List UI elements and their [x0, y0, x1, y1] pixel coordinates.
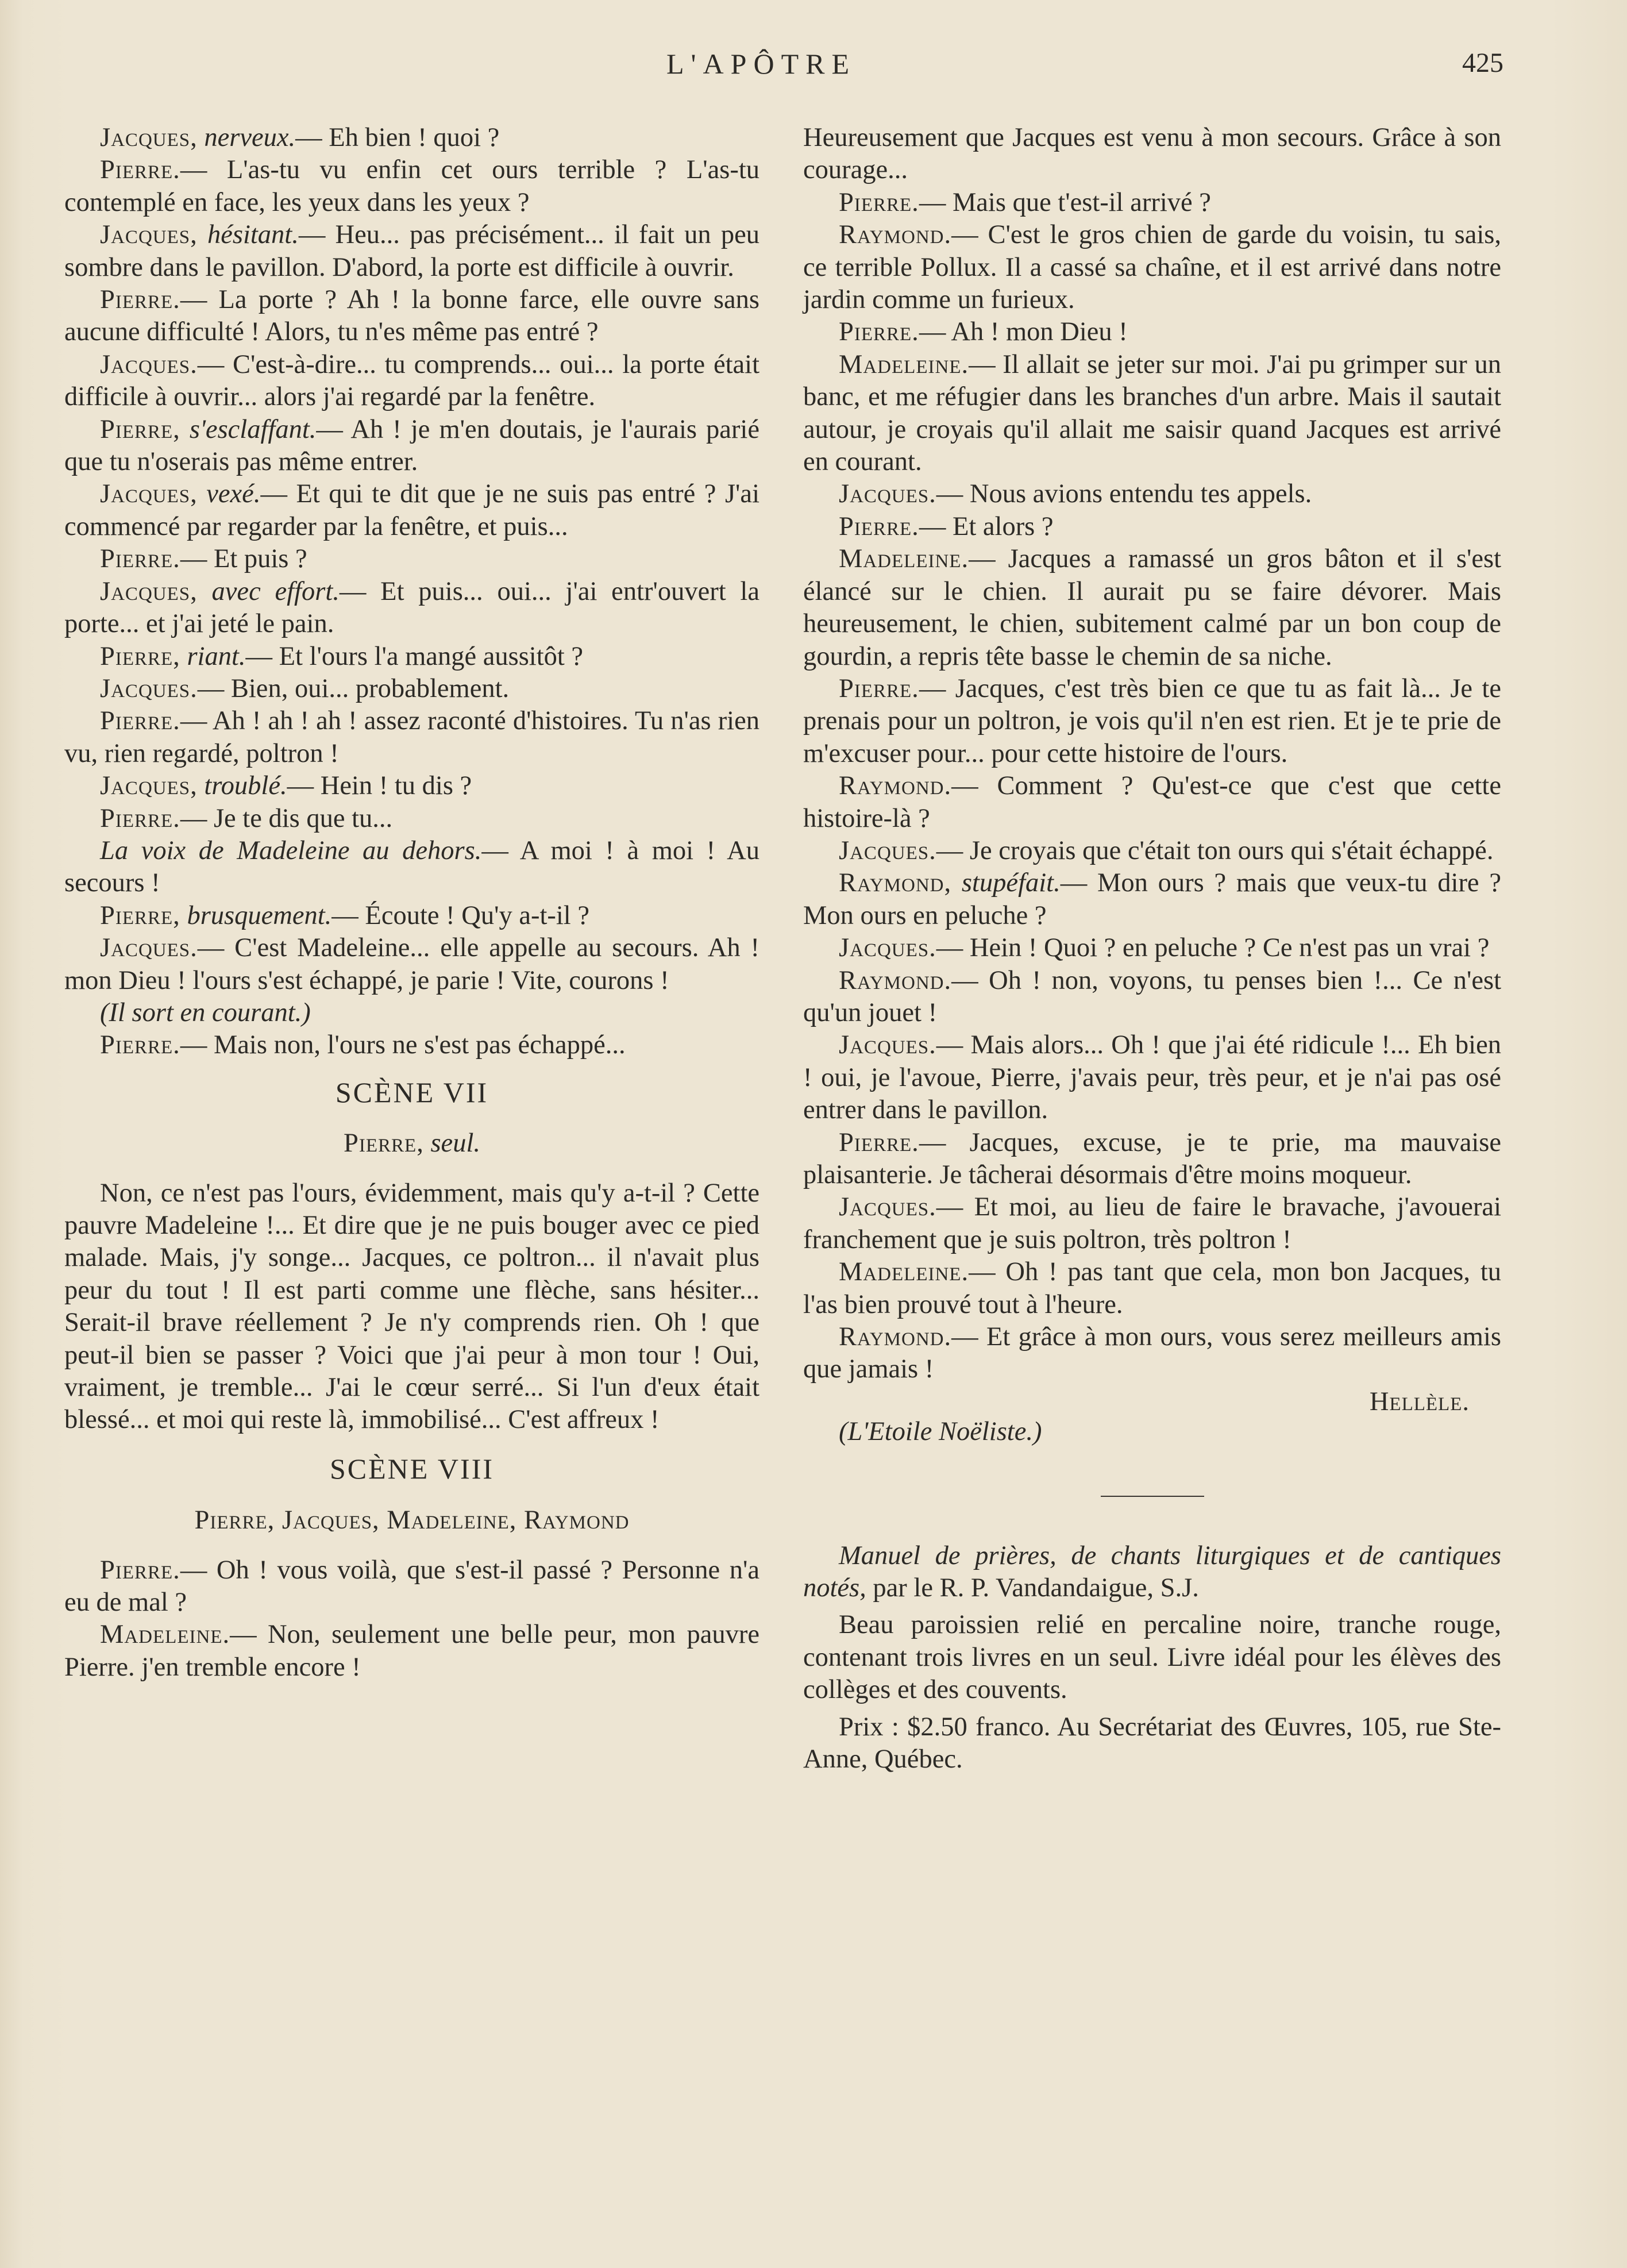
speech: — Ah ! ah ! ah ! assez raconté d'histoires. Tu n'as rien vu, rien regardé, poltron ! — [64, 706, 759, 768]
stage-direction: nerveux. — [204, 123, 296, 152]
speaker: Pierre. — [839, 673, 919, 703]
stage-direction: hésitant. — [207, 220, 299, 250]
speech: — Heu... pas précisément... il fait un peu sombre dans le pavillon. D'abord, la porte est difficile à ouvrir. — [64, 220, 759, 282]
speaker: Jacques. — [100, 349, 198, 379]
speaker: Pierre, — [100, 641, 180, 671]
dialogue-block-2 — [64, 900, 759, 997]
speech: — Je te dis que tu... — [180, 803, 393, 833]
speaker: Pierre. — [839, 1127, 919, 1157]
dialogue-line — [803, 867, 1501, 932]
stage-direction: La voix de Madeleine au dehors. — [100, 835, 482, 865]
speaker: Madeleine. — [839, 544, 969, 574]
book-title: Manuel de prières, de chants liturgiques et de cantiques notés, — [803, 1541, 1501, 1603]
speech: — Jacques a ramassé un gros bâton et il s'est élancé sur le chien. Il aurait pu se faire dévorer. Mais heureusement, le chien, subitement calmé par un bon coup de gourdin, a repris tête basse le chemin de sa niche. — [803, 544, 1501, 671]
dialogue-line — [803, 219, 1501, 316]
cast-direction: seul. — [430, 1129, 480, 1158]
dialogue-line — [64, 543, 759, 575]
speaker: Jacques. — [839, 1192, 936, 1222]
dialogue-line — [64, 770, 759, 802]
source-name: (L'Etoile Noëliste.) — [839, 1417, 1042, 1447]
speaker: Pierre. — [839, 511, 919, 541]
speech: — Et puis... oui... j'ai entr'ouvert la porte... et j'ai jeté le pain. — [64, 576, 759, 639]
running-head — [0, 47, 1627, 87]
stage-direction: s'esclaffant. — [189, 414, 317, 444]
dialogue-line — [803, 511, 1501, 543]
dialogue-line — [64, 1619, 759, 1684]
speech: — Non, seulement une belle peur, mon pauvre Pierre. j'en tremble encore ! — [64, 1620, 759, 1682]
dialogue-line — [64, 284, 759, 349]
dialogue-line — [803, 478, 1501, 510]
speech: — C'est Madeleine... elle appelle au secours. Ah ! mon Dieu ! l'ours s'est échappé, je parie ! Vite, courons ! — [64, 933, 759, 995]
speaker: Pierre. — [100, 1555, 180, 1585]
stage-direction: brusquement. — [187, 900, 332, 930]
dialogue-line — [64, 900, 759, 932]
speech: — Jacques, excuse, je te prie, ma mauvaise plaisanterie. Je tâcherai désormais d'être moins moqueur. — [803, 1127, 1501, 1189]
speaker: Jacques. — [100, 933, 198, 963]
speaker: Raymond. — [839, 220, 952, 250]
dialogue-line — [64, 705, 759, 770]
scene-viii-cast: Pierre, Jacques, Madeleine, Raymond — [194, 1505, 630, 1535]
page-number: 425 — [1462, 48, 1503, 78]
speaker: Jacques, — [100, 576, 198, 606]
stage-direction: troublé. — [204, 771, 287, 801]
dialogue-line — [64, 932, 759, 997]
scene-vii-title: SCÈNE VII — [335, 1076, 489, 1108]
speech: — Écoute ! Qu'y a-t-il ? — [331, 900, 589, 930]
dialogue-line — [803, 349, 1501, 479]
notice-heading — [803, 1540, 1501, 1605]
stage-direction: vexé. — [206, 479, 261, 509]
speaker: Madeleine. — [839, 1257, 969, 1287]
stage-direction: avec effort. — [211, 576, 340, 606]
speech: — Et moi, au lieu de faire le bravache, j'avouerai franchement que je suis poltron, très poltron ! — [803, 1192, 1501, 1254]
dialogue-line — [64, 1029, 759, 1061]
speaker: Madeleine. — [839, 349, 969, 379]
dialogue-line — [803, 316, 1501, 348]
dialogue-line — [64, 154, 759, 219]
speech: — Je croyais que c'était ton ours qui s'était échappé. — [936, 835, 1494, 865]
speech: — Hein ! tu dis ? — [287, 771, 472, 801]
speech: — Nous avions entendu tes appels. — [936, 479, 1312, 509]
scene-vii-cast — [64, 1127, 759, 1160]
speaker: Pierre. — [100, 285, 180, 315]
speaker: Raymond, — [839, 868, 952, 898]
dialogue-line — [803, 835, 1501, 867]
stage-direction: (Il sort en courant.) — [100, 998, 311, 1027]
speech: — C'est-à-dire... tu comprends... oui... la porte était difficile à ouvrir... alors j'ai regardé par la fenêtre. — [64, 349, 759, 412]
speaker: Raymond. — [839, 965, 952, 995]
notice-price: Prix : $2.50 franco. Au Secrétariat des Œuvres, 105, rue Ste-Anne, Québec. — [803, 1712, 1501, 1774]
speech: — La porte ? Ah ! la bonne farce, elle ouvre sans aucune difficulté ! Alors, tu n'es même pas entré ? — [64, 285, 759, 347]
dialogue-line — [803, 1256, 1501, 1321]
speech: — Bien, oui... probablement. — [197, 673, 510, 703]
speech: — Oh ! non, voyons, tu penses bien !... Ce n'est qu'un jouet ! — [803, 965, 1501, 1027]
pierre-monologue: Non, ce n'est pas l'ours, évidemment, mais qu'y a-t-il ? Cette pauvre Madeleine !... Et dire que je ne puis bouger avec ce pied malade. Mais, j'y songe... Jacques, ce poltron... il n'avait plus peur du tout ! Il est parti comme une flèche, sans hésiter... Serait-il brave réellement ? Je n'y comprends rien. Oh ! que peut-il bien se passer ? Voici que j'ai peur à mon tour ! Oui, vraiment, je tremble... J'ai le cœur serré... Si l'un d'eux était blessé... et moi qui reste là, immobilisé... C'est affreux ! — [64, 1178, 759, 1435]
dialogue-block-1 — [64, 122, 759, 835]
dialogue-line — [64, 1554, 759, 1619]
speaker: Pierre. — [100, 155, 180, 185]
speaker: Raymond. — [839, 771, 952, 801]
notice-description: Beau paroissien relié en percaline noire, tranche rouge, contenant trois livres en un seul. Livre idéal pour les élèves des collèges et des couvents. — [803, 1610, 1501, 1705]
dialogue-line — [803, 1191, 1501, 1256]
dialogue-line — [64, 576, 759, 641]
continuation-text: Heureusement que Jacques est venu à mon secours. Grâce à son courage... — [803, 123, 1501, 185]
speech: — Jacques, c'est très bien ce que tu as fait là... Je te prenais pour un poltron, je vois qu'il n'en est rien. Et je te prie de m'excuser pour... pour cette histoire de l'ours. — [803, 673, 1501, 768]
speech: — Ah ! je m'en doutais, je l'aurais parié que tu n'oserais pas même entrer. — [64, 414, 759, 477]
speaker: Pierre. — [100, 803, 180, 833]
dialogue-line — [803, 1029, 1501, 1126]
speech: — Oh ! vous voilà, que s'est-il passé ? Personne n'a eu de mal ? — [64, 1555, 759, 1618]
dialogue-line — [64, 673, 759, 705]
speaker: Jacques. — [100, 673, 198, 703]
speech: — Et qui te dit que je ne suis pas entré ? J'ai commencé par regarder par la fenêtre, et puis... — [64, 479, 759, 541]
speaker: Pierre, — [100, 900, 180, 930]
speaker: Pierre. — [100, 706, 180, 736]
book-author: par le R. P. Vandandaigue, S.J. — [873, 1573, 1199, 1603]
speaker: Jacques, — [100, 123, 198, 152]
speaker: Pierre. — [839, 187, 919, 217]
speech: — C'est le gros chien de garde du voisin, tu sais, ce terrible Pollux. Il a cassé sa chaîne, et il est arrivé dans notre jardin comme un furieux. — [803, 220, 1501, 315]
speech: — Ah ! mon Dieu ! — [919, 317, 1128, 347]
speaker: Jacques, — [100, 771, 198, 801]
dialogue-line — [803, 1127, 1501, 1192]
dialogue-block-3 — [64, 1554, 759, 1684]
dialogue-line — [803, 1321, 1501, 1386]
dialogue-line — [803, 770, 1501, 835]
speech: — Il allait se jeter sur moi. J'ai pu grimper sur un banc, et me réfugier dans les branches d'un arbre. Mais il sautait autour, je croyais qu'il allait me saisir quand Jacques est arrivé en courant. — [803, 349, 1501, 477]
speech: — Et puis ? — [180, 544, 307, 574]
voice-line — [64, 835, 759, 900]
journal-title: L'APÔTRE — [666, 48, 857, 80]
cast-name: Pierre, — [344, 1129, 424, 1158]
speaker: Jacques, — [100, 220, 198, 250]
dialogue-line — [64, 803, 759, 835]
speech: — Mais alors... Oh ! que j'ai été ridicule !... Eh bien ! oui, je l'avoue, Pierre, j'avais peur, très peur, et je n'ai pas osé entrer dans le pavillon. — [803, 1030, 1501, 1125]
speech: — Hein ! Quoi ? en peluche ? Ce n'est pas un vrai ? — [936, 933, 1490, 963]
speech: — L'as-tu vu enfin cet ours terrible ? L'as-tu contemplé en face, les yeux dans les yeux ? — [64, 155, 759, 217]
speech: — Mais non, l'ours ne s'est pas échappé... — [180, 1030, 626, 1060]
speech: — Et grâce à mon ours, vous serez meilleurs amis que jamais ! — [803, 1322, 1501, 1384]
speech: — A moi ! à moi ! Au secours ! — [64, 835, 759, 898]
speaker: Pierre. — [839, 317, 919, 347]
dialogue-line — [64, 219, 759, 284]
dialogue-line — [803, 965, 1501, 1030]
dialogue-line — [64, 478, 759, 543]
speech: — Mais que t'est-il arrivé ? — [919, 187, 1211, 217]
dialogue-line — [64, 641, 759, 673]
speaker: Jacques. — [839, 933, 936, 963]
speech: — Mon ours ? mais que veux-tu dire ? Mon ours en peluche ? — [803, 868, 1501, 930]
dialogue-line — [803, 187, 1501, 219]
speaker: Jacques, — [100, 479, 198, 509]
author-signature: Hellèle. — [1369, 1387, 1470, 1416]
speaker: Pierre. — [100, 544, 180, 574]
speech: — Oh ! pas tant que cela, mon bon Jacques, tu l'as bien prouvé tout à l'heure. — [803, 1257, 1501, 1319]
dialogue-block-4 — [803, 187, 1501, 1386]
speech: — Comment ? Qu'est-ce que c'est que cette histoire-là ? — [803, 771, 1501, 833]
right-column — [803, 122, 1501, 1776]
dialogue-line — [64, 414, 759, 479]
dialogue-line — [64, 122, 759, 154]
scene-viii-title: SCÈNE VIII — [329, 1452, 494, 1485]
exit-direction — [64, 997, 759, 1029]
dialogue-line — [803, 932, 1501, 964]
speaker: Raymond. — [839, 1322, 952, 1352]
speech: — Et alors ? — [919, 511, 1054, 541]
dialogue-line — [803, 673, 1501, 770]
speaker: Madeleine. — [100, 1620, 230, 1650]
source-citation — [803, 1416, 1501, 1448]
dialogue-line — [803, 543, 1501, 673]
dialogue-line — [64, 349, 759, 414]
speaker: Jacques. — [839, 835, 936, 865]
speaker: Jacques. — [839, 479, 936, 509]
left-column — [64, 122, 759, 1684]
stage-direction: stupéfait. — [961, 868, 1061, 898]
stage-direction: riant. — [187, 641, 246, 671]
speaker: Pierre, — [100, 414, 180, 444]
speaker: Pierre. — [100, 1030, 180, 1060]
speech: — Eh bien ! quoi ? — [295, 123, 500, 152]
speaker: Jacques. — [839, 1030, 936, 1060]
speech: — Et l'ours l'a mangé aussitôt ? — [245, 641, 584, 671]
